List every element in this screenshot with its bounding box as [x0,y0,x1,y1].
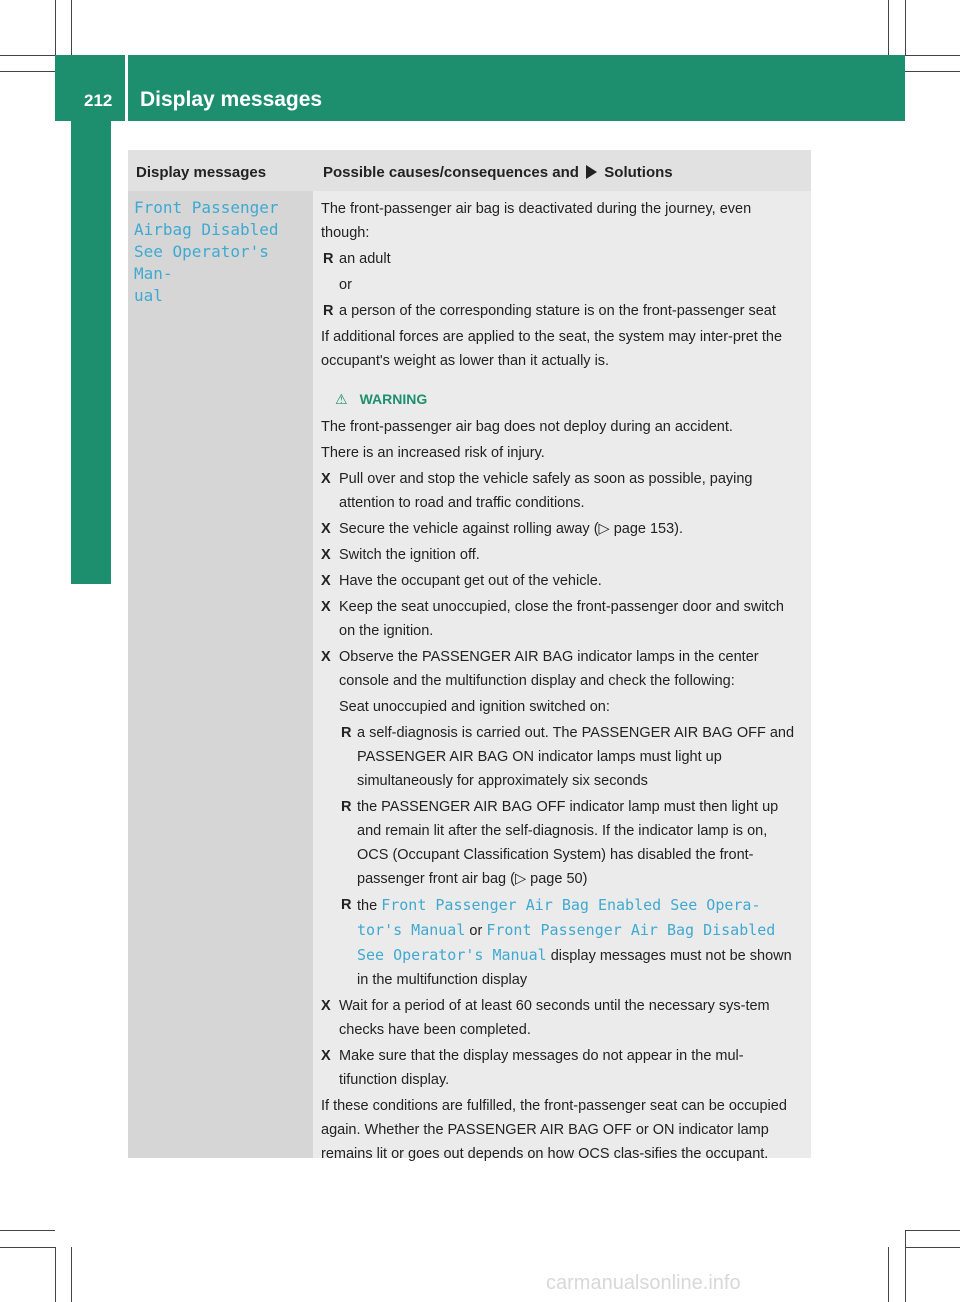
crop-mark [905,55,960,56]
step-item: X Switch the ignition off. [321,547,480,563]
crop-mark [0,71,55,72]
solution-cell [313,191,811,1162]
crop-mark [905,1230,960,1231]
message-cell [128,191,313,1158]
warning-heading [335,387,801,411]
display-message-line: See Operator's Man‐ [134,242,269,283]
step-item: X Make sure that the display messages do not appear in the mul-tifunction display. [321,1048,744,1088]
col-header-causes-text: Possible causes/consequences and [323,164,579,181]
crop-mark [905,0,906,55]
display-message-line: ual [134,286,163,305]
crop-mark [0,55,55,56]
section-label: On-board computer and displays [84,200,107,530]
table-header [128,150,811,191]
check-text-pre: the [357,898,378,914]
warning-label: WARNING [359,391,428,407]
display-message-line: Airbag Disabled [134,220,279,239]
step-subtext: Seat unoccupied and ignition switched on: [339,699,610,715]
crop-mark [0,1230,55,1231]
step-text: Observe the PASSENGER AIR BAG indicator lamps in the center console and the multifunction display and check the following: [339,649,759,689]
step-text: Have the occupant get out of the vehicle. [339,573,602,589]
step-text: Pull over and stop the vehicle safely as soon as possible, paying attention to road and traffic conditions. [339,471,753,511]
list-item-text: a person of the corresponding stature is on the front-passenger seat [339,303,776,319]
warning-triangle-icon: ⚠ [335,391,348,407]
step-item: X Have the occupant get out of the vehicle. [321,573,602,589]
running-title: Display messages [140,88,323,111]
check-item: R the Front Passenger Air Bag Enabled See Opera‐tor's Manual or Front Passenger Air Bag Disabled See Operator's Manual display messages must not be shown in the multifunction display [341,896,792,988]
or-text: or [339,277,352,293]
step-text: Switch the ignition off. [339,547,480,563]
step-item: X Secure the vehicle against rolling away (▷ page 153). [321,521,684,537]
step-item: X Keep the seat unoccupied, close the front-passenger door and switch on the ignition. [321,599,784,639]
paragraph: If additional forces are applied to the seat, the system may inter-pret the occupant's weight as lower than it actually is. [321,329,783,369]
crop-mark [0,1247,55,1248]
crop-mark [905,1247,960,1248]
list-item-text: an adult [339,251,391,267]
crop-mark [888,1247,889,1302]
step-item: X Observe the PASSENGER AIR BAG indicator lamps in the center console and the multifunction display and check the following: [321,649,759,689]
check-item: R a self-diagnosis is carried out. The PASSENGER AIR BAG OFF and PASSENGER AIR BAG ON indicator lamps must light up simultaneously for approximately six seconds [341,725,795,789]
list-item: R an adult [323,251,391,267]
solution-text [321,197,801,1168]
display-message-line: Front Passenger [134,198,279,217]
header-divider [125,55,128,121]
step-text: Secure the vehicle against rolling away (▷ page 153). [339,521,684,537]
step-text: Wait for a period of at least 60 seconds until the necessary sys-tem checks have been completed. [339,998,770,1038]
list-item: R a person of the corresponding stature is on the front-passenger seat [323,303,776,319]
crop-mark [55,1247,56,1302]
crop-mark [905,71,960,72]
col-header-solutions-text: Solutions [604,164,673,181]
check-text: the PASSENGER AIR BAG OFF indicator lamp must then light up and remain lit after the self-diagnosis. If the indicator lamp is on, OCS (Occupant Classification System) has disabled the front-passenger front air bag (▷ page 50) [357,799,779,887]
check-text: a self-diagnosis is carried out. The PASSENGER AIR BAG OFF and PASSENGER AIR BAG ON indicator lamps must light up simultaneously for approximately six seconds [357,725,795,789]
col-header-causes [323,164,673,181]
check-text-or: or [469,923,483,939]
page-number: 212 [84,91,113,110]
warning-text: There is an increased risk of injury. [321,445,545,461]
watermark: carmanualsonline.info [546,1272,741,1294]
crop-mark [71,0,72,55]
crop-mark [905,1230,906,1302]
step-item: X Wait for a period of at least 60 seconds until the necessary sys-tem checks have been completed. [321,998,770,1038]
closing-paragraph: If these conditions are fulfilled, the front-passenger seat can be occupied again. Whether the PASSENGER AIR BAG OFF or ON indicator lamp remains lit or goes out depends on how OCS clas-sifies the occupant. [321,1098,787,1162]
step-text: Make sure that the display messages do not appear in the mul-tifunction display. [339,1048,744,1088]
messages-table [128,150,811,1162]
crop-mark [71,1247,72,1302]
inline-display-message: Front Passenger Air Bag Enabled See Opera‐tor's Manual [357,896,761,939]
check-text-post: display messages must not be shown in the multifunction display [357,948,792,988]
step-text: Keep the seat unoccupied, close the front-passenger door and switch on the ignition. [339,599,784,639]
col-header-messages: Display messages [136,164,267,181]
inline-display-message: Front Passenger Air Bag Disabled See Operator's Manual [357,921,776,964]
crop-mark [888,0,889,55]
intro-paragraph: The front-passenger air bag is deactivated during the journey, even though: [321,201,752,241]
display-message [134,197,313,307]
step-item: X Pull over and stop the vehicle safely as soon as possible, paying attention to road and traffic conditions. [321,471,753,511]
check-item: R the PASSENGER AIR BAG OFF indicator lamp must then light up and remain lit after the self-diagnosis. If the indicator lamp is on, OCS (Occupant Classification System) has disabled the front-passenger front air bag (▷ page 50) [341,799,779,887]
warning-text: The front-passenger air bag does not deploy during an accident. [321,419,733,435]
crop-mark [55,0,56,55]
play-arrow-icon [586,165,597,179]
